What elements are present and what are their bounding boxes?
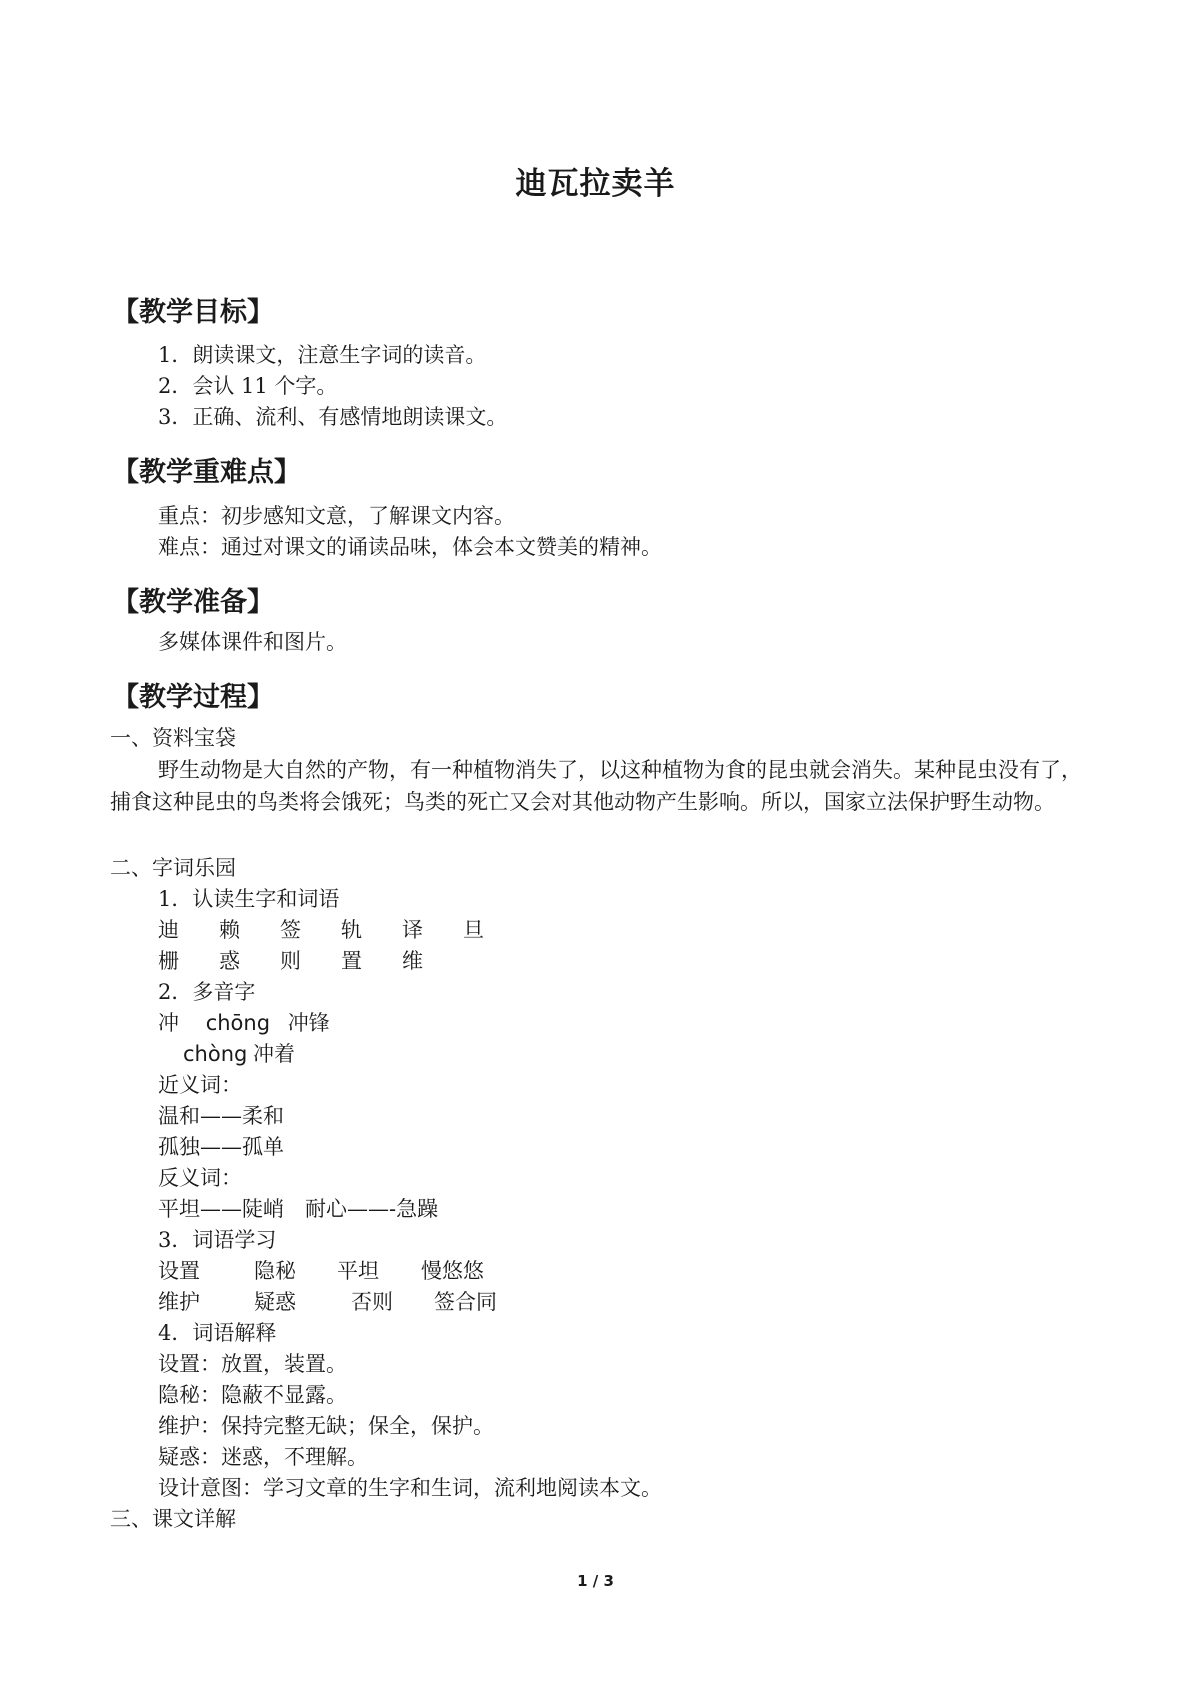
word-item: 签合同 xyxy=(434,1290,497,1314)
objective-item: 3．正确、流利、有感情地朗读课文。 xyxy=(158,405,508,429)
synonym-pair: 孤独——孤单 xyxy=(158,1135,284,1159)
word-item: 隐秘 xyxy=(254,1259,296,1283)
char-item: 旦 xyxy=(463,918,484,942)
heading-process: 【教学过程】 xyxy=(112,682,274,713)
polyphone-line-1 xyxy=(158,1008,330,1038)
word-item: 疑惑 xyxy=(254,1290,296,1314)
char-row-2 xyxy=(158,946,463,976)
objective-item: 2．会认 11 个字。 xyxy=(158,374,338,398)
antonym-pairs: 平坦——陡峭 耐心——-急躁 xyxy=(158,1197,439,1221)
part1-paragraph: 野生动物是大自然的产物，有一种植物消失了，以这种植物为食的昆虫就会消失。某种昆虫没有了，捕食这种昆虫的鸟类将会饿死；鸟类的死亡又会对其他动物产生影响。所以，国家立法保护野生动物。 xyxy=(110,758,1082,814)
page-number: 1 / 3 xyxy=(577,1572,614,1590)
difficult-point-item: 难点：通过对课文的诵读品味，体会本文赞美的精神。 xyxy=(158,535,662,559)
word-item: 维护 xyxy=(158,1290,200,1314)
word-item: 否则 xyxy=(351,1290,393,1314)
polyphone-line-2 xyxy=(183,1039,295,1069)
char-item: 译 xyxy=(402,918,423,942)
part2-title: 二、字词乐园 xyxy=(110,856,236,880)
word-row-2 xyxy=(158,1287,497,1317)
char-item: 赖 xyxy=(219,918,240,942)
word-item: 设置 xyxy=(158,1259,200,1283)
design-intent: 设计意图：学习文章的生字和生词，流利地阅读本文。 xyxy=(158,1476,662,1500)
pinyin: chòng xyxy=(183,1042,248,1066)
polyphone-word: 冲锋 xyxy=(287,1011,330,1035)
explanation-item: 维护：保持完整无缺；保全，保护。 xyxy=(158,1414,494,1438)
char-item: 惑 xyxy=(219,949,240,973)
heading-key-points: 【教学重难点】 xyxy=(112,457,301,488)
sub-heading-3: 3．词语学习 xyxy=(158,1228,277,1252)
sub-heading-4: 4．词语解释 xyxy=(158,1321,277,1345)
explanation-item: 隐秘：隐蔽不显露。 xyxy=(158,1383,347,1407)
char-item: 轨 xyxy=(341,918,362,942)
polyphone-char: 冲 xyxy=(158,1011,179,1035)
synonym-pair: 温和——柔和 xyxy=(158,1104,284,1128)
word-item: 平坦 xyxy=(337,1259,379,1283)
char-item: 则 xyxy=(280,949,301,973)
sub-heading-1: 1．认读生字和词语 xyxy=(158,887,340,911)
page-title: 迪瓦拉卖羊 xyxy=(515,166,676,202)
char-item: 迪 xyxy=(158,918,179,942)
char-row-1 xyxy=(158,915,524,945)
key-point-item: 重点：初步感知文意，了解课文内容。 xyxy=(158,504,515,528)
part3-title: 三、课文详解 xyxy=(110,1507,236,1531)
antonym-label: 反义词： xyxy=(158,1166,242,1190)
preparation-item: 多媒体课件和图片。 xyxy=(158,630,347,654)
part1-title: 一、资料宝袋 xyxy=(110,726,236,750)
objective-item: 1．朗读课文，注意生字词的读音。 xyxy=(158,343,487,367)
heading-preparation: 【教学准备】 xyxy=(112,587,274,618)
sub-heading-2: 2．多音字 xyxy=(158,980,256,1004)
char-item: 置 xyxy=(341,949,362,973)
pinyin: chōng xyxy=(205,1011,271,1035)
heading-objectives: 【教学目标】 xyxy=(112,297,274,328)
explanation-item: 设置：放置，装置。 xyxy=(158,1352,347,1376)
char-item: 栅 xyxy=(158,949,179,973)
char-item: 签 xyxy=(280,918,301,942)
polyphone-word: 冲着 xyxy=(253,1042,295,1066)
char-item: 维 xyxy=(402,949,423,973)
word-row-1 xyxy=(158,1256,484,1286)
synonym-label: 近义词： xyxy=(158,1073,242,1097)
explanation-item: 疑惑：迷惑，不理解。 xyxy=(158,1445,368,1469)
word-item: 慢悠悠 xyxy=(421,1259,484,1283)
